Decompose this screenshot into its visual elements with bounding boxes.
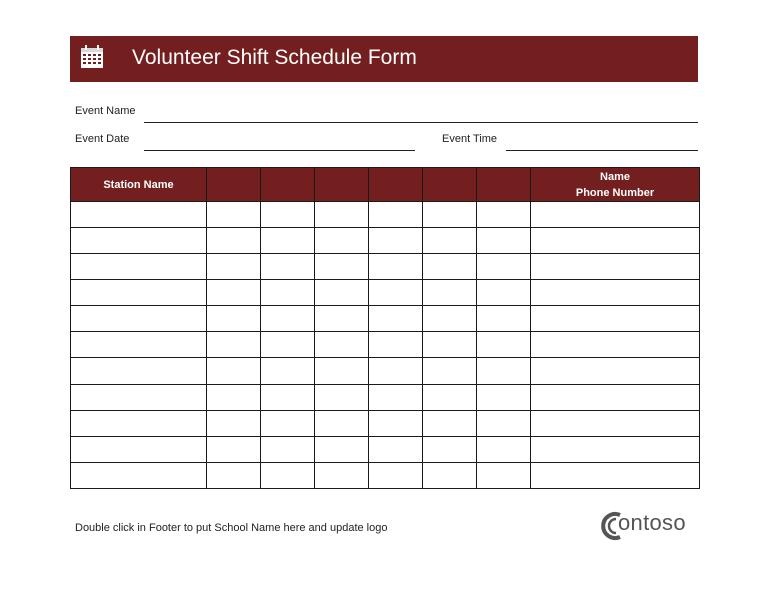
event-date-label: Event Date [75, 133, 130, 145]
page-title: Volunteer Shift Schedule Form [132, 46, 417, 69]
shift-cell[interactable] [477, 280, 531, 306]
name-phone-cell[interactable] [531, 436, 700, 462]
shift-cell[interactable] [369, 306, 423, 332]
table-header-row [71, 168, 700, 202]
shift-cell[interactable] [207, 254, 261, 280]
shift-cell[interactable] [315, 384, 369, 410]
shift-cell[interactable] [477, 436, 531, 462]
table-row [71, 306, 700, 332]
station-name-cell[interactable] [71, 202, 207, 228]
name-phone-cell[interactable] [531, 306, 700, 332]
shift-cell[interactable] [369, 202, 423, 228]
logo-wordmark: ontoso [618, 510, 686, 535]
shift-cell[interactable] [315, 306, 369, 332]
shift-cell[interactable] [423, 280, 477, 306]
table-row [71, 228, 700, 254]
shift-cell[interactable] [207, 228, 261, 254]
station-name-cell[interactable] [71, 358, 207, 384]
shift-cell[interactable] [477, 202, 531, 228]
shift-header-5[interactable] [423, 168, 477, 202]
shift-cell[interactable] [369, 462, 423, 488]
shift-cell[interactable] [369, 384, 423, 410]
name-phone-cell[interactable] [531, 280, 700, 306]
name-phone-cell[interactable] [531, 202, 700, 228]
shift-cell[interactable] [477, 228, 531, 254]
shift-cell[interactable] [261, 358, 315, 384]
shift-cell[interactable] [423, 410, 477, 436]
shift-cell[interactable] [207, 332, 261, 358]
event-name-field[interactable] [144, 122, 698, 123]
calendar-icon [80, 45, 104, 69]
shift-cell[interactable] [423, 462, 477, 488]
shift-cell[interactable] [315, 228, 369, 254]
shift-cell[interactable] [261, 462, 315, 488]
shift-cell[interactable] [369, 358, 423, 384]
shift-cell[interactable] [315, 358, 369, 384]
station-name-header: Station Name [71, 168, 207, 202]
shift-cell[interactable] [369, 228, 423, 254]
shift-cell[interactable] [423, 436, 477, 462]
shift-cell[interactable] [477, 462, 531, 488]
shift-cell[interactable] [315, 462, 369, 488]
name-phone-cell[interactable] [531, 384, 700, 410]
station-name-cell[interactable] [71, 332, 207, 358]
name-phone-cell[interactable] [531, 358, 700, 384]
shift-cell[interactable] [207, 202, 261, 228]
footer-note: Double click in Footer to put School Name here and update logo [75, 522, 388, 534]
station-name-cell[interactable] [71, 254, 207, 280]
shift-cell[interactable] [207, 462, 261, 488]
shift-cell[interactable] [261, 280, 315, 306]
shift-cell[interactable] [261, 202, 315, 228]
shift-cell[interactable] [477, 254, 531, 280]
shift-header-3[interactable] [315, 168, 369, 202]
event-date-field[interactable] [144, 150, 415, 151]
station-name-cell[interactable] [71, 436, 207, 462]
shift-cell[interactable] [423, 254, 477, 280]
shift-cell[interactable] [369, 410, 423, 436]
name-phone-cell[interactable] [531, 254, 700, 280]
shift-cell[interactable] [207, 436, 261, 462]
station-name-cell[interactable] [71, 280, 207, 306]
shift-schedule-table [70, 167, 700, 489]
shift-cell[interactable] [261, 228, 315, 254]
shift-cell[interactable] [423, 306, 477, 332]
station-name-cell[interactable] [71, 306, 207, 332]
table-row [71, 254, 700, 280]
shift-cell[interactable] [369, 332, 423, 358]
shift-cell[interactable] [369, 254, 423, 280]
shift-cell[interactable] [315, 332, 369, 358]
shift-cell[interactable] [315, 202, 369, 228]
shift-header-4[interactable] [369, 168, 423, 202]
title-banner [70, 36, 698, 82]
table-row [71, 436, 700, 462]
shift-cell[interactable] [261, 436, 315, 462]
name-phone-cell[interactable] [531, 228, 700, 254]
name-phone-cell[interactable] [531, 410, 700, 436]
shift-cell[interactable] [477, 332, 531, 358]
event-name-label: Event Name [75, 105, 136, 117]
shift-header-2[interactable] [261, 168, 315, 202]
table-row [71, 202, 700, 228]
shift-cell[interactable] [369, 280, 423, 306]
event-time-label: Event Time [442, 133, 498, 145]
shift-cell[interactable] [315, 436, 369, 462]
table-row [71, 384, 700, 410]
shift-cell[interactable] [207, 384, 261, 410]
contoso-logo [598, 506, 694, 544]
shift-cell[interactable] [423, 228, 477, 254]
shift-cell[interactable] [477, 358, 531, 384]
shift-cell[interactable] [423, 384, 477, 410]
shift-header-1[interactable] [207, 168, 261, 202]
shift-cell[interactable] [261, 410, 315, 436]
shift-cell[interactable] [261, 306, 315, 332]
station-name-cell[interactable] [71, 410, 207, 436]
shift-cell[interactable] [207, 306, 261, 332]
name-phone-cell[interactable] [531, 332, 700, 358]
shift-cell[interactable] [261, 384, 315, 410]
event-time-field[interactable] [506, 150, 698, 151]
shift-cell[interactable] [423, 332, 477, 358]
shift-cell[interactable] [423, 202, 477, 228]
shift-cell[interactable] [423, 358, 477, 384]
shift-cell[interactable] [477, 306, 531, 332]
shift-cell[interactable] [261, 332, 315, 358]
station-name-cell[interactable] [71, 384, 207, 410]
shift-cell[interactable] [315, 280, 369, 306]
shift-cell[interactable] [207, 358, 261, 384]
shift-header-6[interactable] [477, 168, 531, 202]
station-name-cell[interactable] [71, 462, 207, 488]
name-header: Name [600, 170, 630, 183]
table-row [71, 410, 700, 436]
phone-number-header: Phone Number [575, 186, 655, 199]
name-phone-cell[interactable] [531, 462, 700, 488]
shift-cell[interactable] [477, 410, 531, 436]
table-row [71, 280, 700, 306]
table-row [71, 358, 700, 384]
table-row [71, 462, 700, 488]
station-name-cell[interactable] [71, 228, 207, 254]
shift-cell[interactable] [477, 384, 531, 410]
shift-cell[interactable] [261, 254, 315, 280]
table-row [71, 332, 700, 358]
shift-cell[interactable] [207, 410, 261, 436]
shift-cell[interactable] [369, 436, 423, 462]
contact-header [531, 168, 700, 202]
shift-cell[interactable] [315, 254, 369, 280]
shift-cell[interactable] [315, 410, 369, 436]
shift-cell[interactable] [207, 280, 261, 306]
